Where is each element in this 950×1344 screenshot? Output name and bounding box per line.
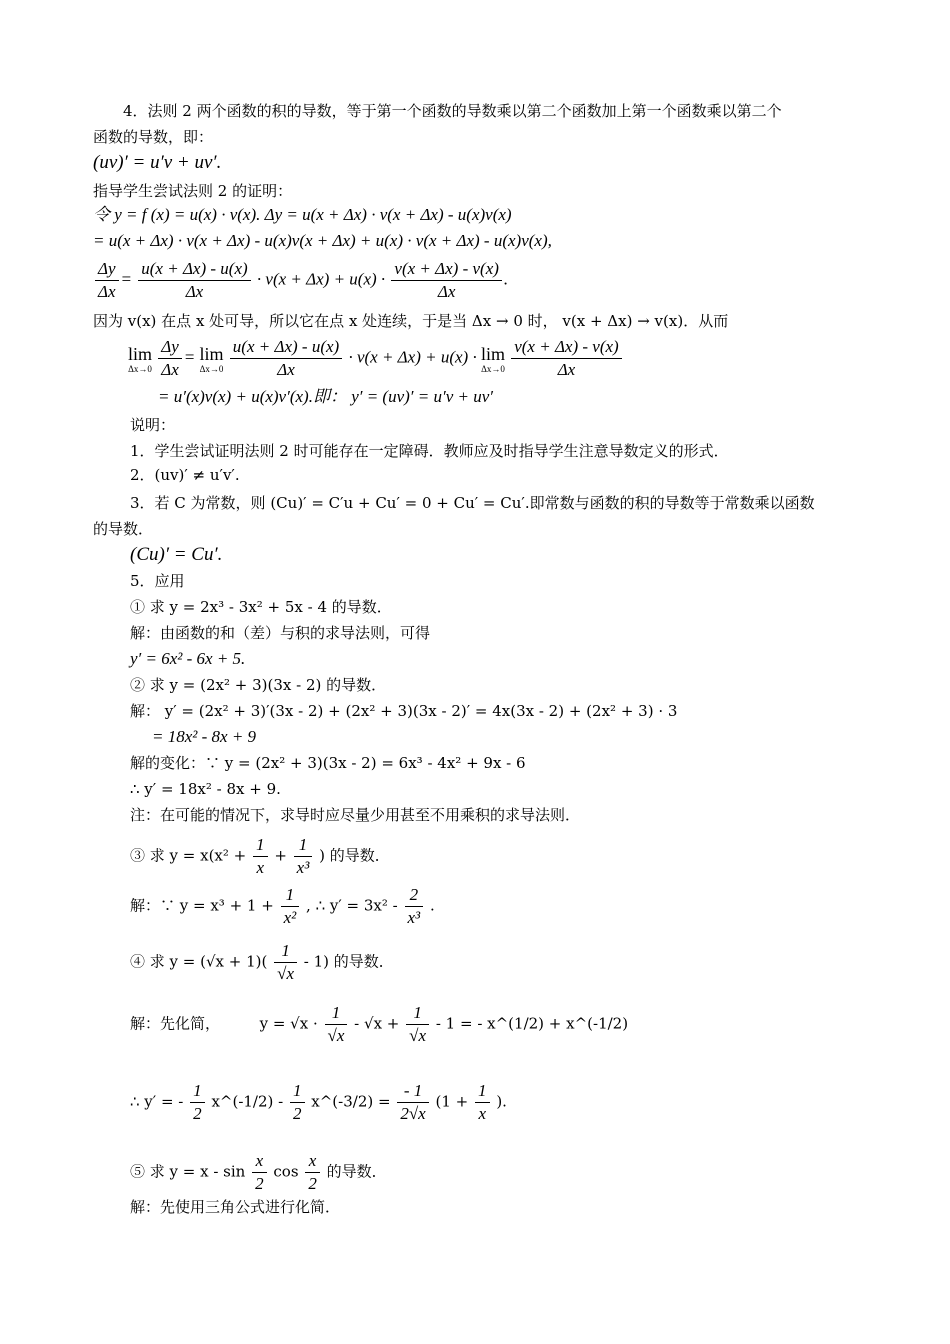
limit-operator: lim Δx→0 xyxy=(480,343,505,374)
fraction: $\frac{1}{\text{x²}}$ xyxy=(281,884,300,929)
proof-step-2: = u(x + Δx) · v(x + Δx) - u(x)v(x + Δx) + u(x) · v(x + Δx) - u(x)v(x), xyxy=(93,231,552,250)
fraction: $\frac{\Delta y}{\Delta x}$ xyxy=(95,258,119,303)
fraction: $\frac{1}{√x}$ xyxy=(406,1002,429,1047)
fraction: $\frac{1}{√x}$ xyxy=(274,940,297,985)
limit-operator: lim Δx→0 xyxy=(128,343,153,374)
fraction: $\frac{1}{2}$ xyxy=(290,1080,305,1125)
proof-step-3: $\frac{\Delta y}{\Delta x}$ = $\frac{u(x + \Delta x) - u(x)}{\Delta x}$ · v(x + Δx) + u(x) · $\frac{v(x + \Delta x) - v(x)}{\Delta x}$ . xyxy=(93,258,508,303)
fraction: $\frac{x}{2}$ xyxy=(305,1150,320,1195)
example-4-derivative: ∴ y′ = - $\frac{1}{2}$ x^(-1/2) - $\frac{1}{2}$ x^(-3/2) = $\frac{- 1}{2√x}$ (1 + $\frac{1}{x}$ ). xyxy=(130,1081,507,1123)
rule2-formula: (uv)′ = u′v + uv′. xyxy=(93,152,222,173)
fraction: $\frac{u(x + \Delta x) - u(x)}{\Delta x}$ xyxy=(138,258,250,303)
example-4-solution: 解：先化简， y = √x · $\frac{1}{√x}$ - √x + $\frac{1}{√x}$ - 1 = - x^(1/2) + x^(-1/2) xyxy=(130,1003,629,1045)
note-3-cont: 的导数． xyxy=(93,520,154,538)
example-2-variation-answer: ∴ y′ = 18x² - 8x + 9. xyxy=(130,780,281,798)
example-2: ② 求 y = (2x² + 3)(3x - 2) 的导数． xyxy=(130,676,387,694)
example-5-solution: 解：先使用三角公式进行化简． xyxy=(130,1198,341,1216)
example-3-solution: 解：∵ y = x³ + 1 + $\frac{1}{\text{x²}}$ , ∴ y′ = 3x² - $\frac{2}{\text{x³}}$ . xyxy=(130,885,435,927)
fraction: $\frac{u(x + \Delta x) - u(x)}{\Delta x}$ xyxy=(230,336,342,381)
example-2-answer: = 18x² - 8x + 9 xyxy=(152,727,257,746)
section-heading-application: 5．应用 xyxy=(130,572,185,590)
example-4: ④ 求 y = (√x + 1)( $\frac{1}{√x}$ - 1) 的导数． xyxy=(130,941,394,983)
fraction: $\frac{1}{\text{x³}}$ xyxy=(294,834,313,879)
limit-expression: lim Δx→0 $\frac{\Delta y}{\Delta x}$ = lim Δx→0 $\frac{u(x + \Delta x) - u(x)}{\Delta x}$ · v(x + Δx) + u(x) · lim Δx→0 $\frac{v(x + \Delta x) - v(x)}{\Delta x}$ xyxy=(128,336,624,381)
fraction: $\frac{\Delta y}{\Delta x}$ xyxy=(158,336,182,381)
fraction: $\frac{v(x + \Delta x) - v(x)}{\Delta x}$ xyxy=(511,336,621,381)
constant-rule: (Cu)′ = Cu′. xyxy=(130,544,223,565)
continuity-note: 因为 v(x) 在点 x 处可导，所以它在点 x 处连续，于是当 Δx → 0 时， v(x + Δx) → v(x)．从而 xyxy=(93,312,729,330)
notes-heading: 说明： xyxy=(130,416,176,434)
fraction: $\frac{1}{x}$ xyxy=(253,834,268,879)
note-1: 1．学生尝试证明法则 2 时可能存在一定障碍．教师应及时指导学生注意导数定义的形式． xyxy=(130,442,729,460)
example-2-solution: 解： y′ = (2x² + 3)′(3x - 2) + (2x² + 3)(3x - 2)′ = 4x(3x - 2) + (2x² + 3) · 3 xyxy=(130,702,678,720)
rule2-statement: 4．法则 2 两个函数的积的导数，等于第一个函数的导数乘以第二个函数加上第一个函数乘以第二个 xyxy=(123,102,782,120)
fraction: $\frac{1}{x}$ xyxy=(475,1080,490,1125)
note-3: 3．若 C 为常数，则 (Cu)′ = C′u + Cu′ = 0 + Cu′ = Cu′.即常数与函数的积的导数等于常数乘以函数 xyxy=(130,494,815,512)
limit-result: = u′(x)v(x) + u(x)v′(x).即： y′ = (uv)′ = u′v + uv′ xyxy=(158,387,493,406)
example-3: ③ 求 y = x(x² + $\frac{1}{x}$ + $\frac{1}{\text{x³}}$ ) 的导数． xyxy=(130,835,390,877)
rule2-statement-cont: 函数的导数，即： xyxy=(93,128,214,146)
remark: 注：在可能的情况下，求导时应尽量少用甚至不用乘积的求导法则． xyxy=(130,806,581,824)
fraction: $\frac{x}{2}$ xyxy=(252,1150,267,1195)
note-2: 2．(uv)′ ≠ u′v′. xyxy=(130,466,240,484)
example-1-answer: y′ = 6x² - 6x + 5. xyxy=(130,649,246,668)
fraction: $\frac{v(x + \Delta x) - v(x)}{\Delta x}$ xyxy=(391,258,501,303)
fraction: $\frac{- 1}{2√x}$ xyxy=(397,1080,428,1125)
fraction: $\frac{1}{√x}$ xyxy=(325,1002,348,1047)
fraction: $\frac{1}{2}$ xyxy=(190,1080,205,1125)
fraction: $\frac{2}{\text{x³}}$ xyxy=(405,884,424,929)
example-5: ⑤ 求 y = x - sin $\frac{x}{2}$ cos $\frac{x}{2}$ 的导数． xyxy=(130,1151,387,1193)
example-1-solution: 解：由函数的和（差）与积的求导法则，可得 xyxy=(130,624,431,642)
limit-operator: lim Δx→0 xyxy=(199,343,224,374)
proof-step-1: 令 y = f (x) = u(x) · v(x). Δy = u(x + Δx) · v(x + Δx) - u(x)v(x) xyxy=(93,205,512,224)
proof-intro: 指导学生尝试法则 2 的证明： xyxy=(93,182,293,200)
example-2-variation: 解的变化：∵ y = (2x² + 3)(3x - 2) = 6x³ - 4x² + 9x - 6 xyxy=(130,754,526,772)
example-1: ① 求 y = 2x³ - 3x² + 5x - 4 的导数． xyxy=(130,598,392,616)
